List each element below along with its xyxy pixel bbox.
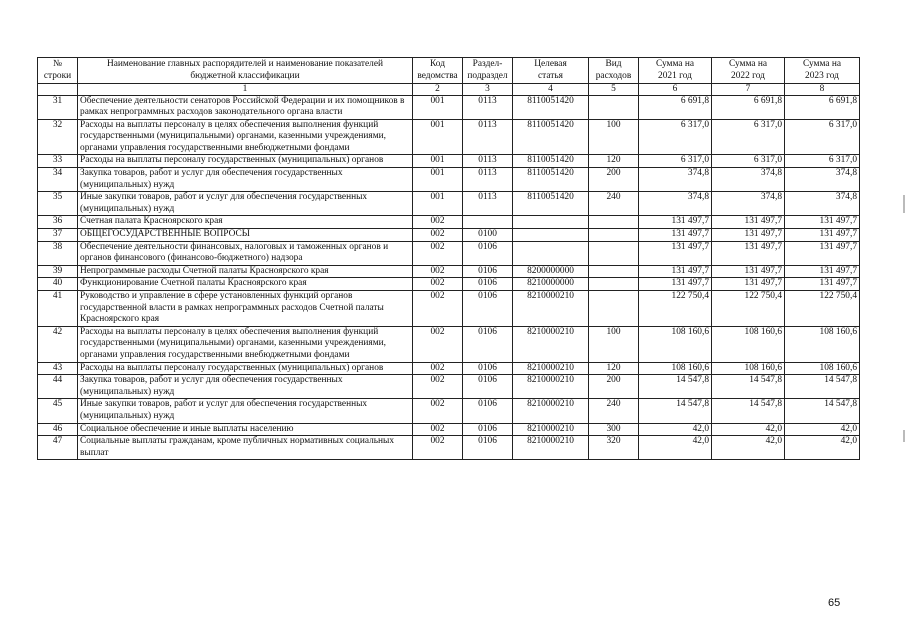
table-row: [38, 399, 860, 423]
header-name: [78, 58, 413, 84]
target-article-cell: 8110051420: [513, 95, 589, 119]
row-number-cell: 36: [38, 216, 78, 229]
sum-2022-cell: 14 547,8: [712, 375, 785, 399]
dept-code-cell: 002: [413, 436, 463, 460]
row-number-cell: 45: [38, 399, 78, 423]
sum-2023-cell: 42,0: [785, 423, 860, 436]
expense-type-cell: 120: [589, 362, 639, 375]
name-cell: Обеспечение деятельности финансовых, налоговых и таможенных органов и органов финансового (финансово-бюджетного) надзора: [78, 241, 413, 265]
row-number-cell: 38: [38, 241, 78, 265]
name-cell: Расходы на выплаты персоналу в целях обеспечения выполнения функций государственными (муниципальными) органами, казенными учреждениями, органами управления государственными внебюджетными фондами: [78, 119, 413, 155]
sum-2023-cell: 122 750,4: [785, 291, 860, 327]
sum-2023-cell: 42,0: [785, 436, 860, 460]
expense-type-cell: 240: [589, 192, 639, 216]
sum-2022-cell: 122 750,4: [712, 291, 785, 327]
section-cell: 0106: [463, 291, 513, 327]
sum-2021-cell: 42,0: [639, 423, 712, 436]
dept-code-cell: 001: [413, 95, 463, 119]
section-cell: 0106: [463, 399, 513, 423]
header-row-number: [38, 58, 78, 84]
name-cell: Расходы на выплаты персоналу государственных (муниципальных) органов: [78, 155, 413, 168]
sum-2022-cell: 131 497,7: [712, 229, 785, 242]
target-article-cell: 8210000210: [513, 291, 589, 327]
column-number-cell: 6: [639, 84, 712, 96]
dept-code-cell: 002: [413, 291, 463, 327]
header-expense-type: [589, 58, 639, 84]
expense-type-cell: 120: [589, 155, 639, 168]
sum-2023-cell: 131 497,7: [785, 229, 860, 242]
header-text-line: Наименование главных распорядителей и наименование показателей: [106, 59, 384, 69]
sum-2022-cell: 131 497,7: [712, 241, 785, 265]
dept-code-cell: 002: [413, 241, 463, 265]
table-row: [38, 375, 860, 399]
target-article-cell: 8210000210: [513, 326, 589, 362]
table-row: [38, 168, 860, 192]
table-row: [38, 241, 860, 265]
expense-type-cell: 300: [589, 423, 639, 436]
target-article-cell: 8110051420: [513, 119, 589, 155]
column-number-row: [38, 84, 860, 96]
row-number-cell: 34: [38, 168, 78, 192]
expense-type-cell: 240: [589, 399, 639, 423]
header-text-line: бюджетной классификации: [190, 70, 300, 81]
column-number-cell: 2: [413, 84, 463, 96]
target-article-cell: 8210000210: [513, 436, 589, 460]
table-row: [38, 229, 860, 242]
table-row: [38, 326, 860, 362]
row-number-cell: 44: [38, 375, 78, 399]
expense-type-cell: [589, 229, 639, 242]
header-row: [38, 58, 860, 84]
dept-code-cell: 002: [413, 229, 463, 242]
sum-2021-cell: 6 317,0: [639, 119, 712, 155]
row-number-cell: 40: [38, 278, 78, 291]
header-sum-2022: [712, 58, 785, 84]
sum-2022-cell: 42,0: [712, 436, 785, 460]
column-number-cell: 1: [78, 84, 413, 96]
sum-2023-cell: 108 160,6: [785, 326, 860, 362]
section-cell: 0113: [463, 119, 513, 155]
sum-2021-cell: 374,8: [639, 168, 712, 192]
target-article-cell: 8110051420: [513, 168, 589, 192]
expense-type-cell: 200: [589, 375, 639, 399]
table-row: [38, 436, 860, 460]
name-cell: Закупка товаров, работ и услуг для обеспечения государственных (муниципальных) нужд: [78, 168, 413, 192]
name-cell: Закупка товаров, работ и услуг для обеспечения государственных (муниципальных) нужд: [78, 375, 413, 399]
sum-2021-cell: 108 160,6: [639, 326, 712, 362]
table-row: [38, 278, 860, 291]
header-sum-2021: [639, 58, 712, 84]
name-cell: Расходы на выплаты персоналу в целях обеспечения выполнения функций государственными (муниципальными) органами, казенными учреждениями, органами управления государственными внебюджетными фондами: [78, 326, 413, 362]
header-text-line: 2023 год: [805, 70, 839, 81]
row-number-cell: 32: [38, 119, 78, 155]
row-number-cell: 41: [38, 291, 78, 327]
header-dept-code: [413, 58, 463, 84]
table-row: [38, 216, 860, 229]
sum-2022-cell: 108 160,6: [712, 326, 785, 362]
sum-2021-cell: 42,0: [639, 436, 712, 460]
row-number-cell: 43: [38, 362, 78, 375]
sum-2021-cell: 131 497,7: [639, 229, 712, 242]
sum-2021-cell: 14 547,8: [639, 375, 712, 399]
row-number-cell: 47: [38, 436, 78, 460]
sum-2022-cell: 42,0: [712, 423, 785, 436]
table-row: [38, 423, 860, 436]
header-text-line: №: [53, 59, 62, 69]
dept-code-cell: 002: [413, 362, 463, 375]
dept-code-cell: 002: [413, 278, 463, 291]
row-number-cell: 39: [38, 265, 78, 278]
header-text-line: ведомства: [417, 70, 458, 81]
section-cell: 0106: [463, 241, 513, 265]
expense-type-cell: [589, 216, 639, 229]
header-text-line: Сумма на: [728, 59, 768, 69]
header-text-line: Сумма на: [802, 59, 842, 69]
expense-type-cell: 320: [589, 436, 639, 460]
page-number: 65: [828, 597, 841, 609]
target-article-cell: 8110051420: [513, 192, 589, 216]
sum-2021-cell: 374,8: [639, 192, 712, 216]
budget-table: [37, 57, 860, 460]
header-sum-2023: [785, 58, 860, 84]
sum-2021-cell: 131 497,7: [639, 265, 712, 278]
dept-code-cell: 002: [413, 326, 463, 362]
sum-2023-cell: 131 497,7: [785, 241, 860, 265]
sum-2022-cell: 374,8: [712, 168, 785, 192]
name-cell: ОБЩЕГОСУДАРСТВЕННЫЕ ВОПРОСЫ: [78, 229, 413, 242]
expense-type-cell: 100: [589, 326, 639, 362]
header-text-line: строки: [43, 70, 72, 81]
column-number-cell: 7: [712, 84, 785, 96]
expense-type-cell: 200: [589, 168, 639, 192]
sum-2021-cell: 108 160,6: [639, 362, 712, 375]
name-cell: Иные закупки товаров, работ и услуг для обеспечения государственных (муниципальных) нужд: [78, 399, 413, 423]
column-number-cell: 4: [513, 84, 589, 96]
section-cell: 0113: [463, 168, 513, 192]
header-text-line: Код: [430, 59, 445, 69]
sum-2021-cell: 14 547,8: [639, 399, 712, 423]
sum-2022-cell: 6 691,8: [712, 95, 785, 119]
section-cell: 0113: [463, 192, 513, 216]
sum-2023-cell: 131 497,7: [785, 265, 860, 278]
expense-type-cell: [589, 265, 639, 278]
sum-2023-cell: 108 160,6: [785, 362, 860, 375]
sum-2021-cell: 6 317,0: [639, 155, 712, 168]
target-article-cell: 8210000210: [513, 362, 589, 375]
section-cell: 0106: [463, 362, 513, 375]
table-row: [38, 265, 860, 278]
sum-2022-cell: 131 497,7: [712, 278, 785, 291]
name-cell: Счетная палата Красноярского края: [78, 216, 413, 229]
row-number-cell: 46: [38, 423, 78, 436]
header-text-line: Сумма на: [655, 59, 695, 69]
sum-2023-cell: 14 547,8: [785, 375, 860, 399]
expense-type-cell: [589, 241, 639, 265]
column-number-cell: 3: [463, 84, 513, 96]
section-cell: 0106: [463, 326, 513, 362]
row-number-cell: 31: [38, 95, 78, 119]
header-text-line: Вид: [605, 59, 622, 69]
name-cell: Социальное обеспечение и иные выплаты населению: [78, 423, 413, 436]
table-body: [38, 95, 860, 460]
dept-code-cell: 002: [413, 399, 463, 423]
table-header: [38, 58, 860, 96]
name-cell: Функционирование Счетной палаты Красноярского края: [78, 278, 413, 291]
sum-2021-cell: 131 497,7: [639, 278, 712, 291]
section-cell: 0106: [463, 278, 513, 291]
sum-2023-cell: 6 691,8: [785, 95, 860, 119]
name-cell: Социальные выплаты гражданам, кроме публичных нормативных социальных выплат: [78, 436, 413, 460]
sum-2023-cell: 374,8: [785, 192, 860, 216]
expense-type-cell: [589, 95, 639, 119]
table-row: [38, 362, 860, 375]
column-number-cell: [38, 84, 78, 96]
header-text-line: Раздел-: [472, 59, 503, 69]
section-cell: 0106: [463, 423, 513, 436]
sum-2023-cell: 131 497,7: [785, 216, 860, 229]
sum-2023-cell: 131 497,7: [785, 278, 860, 291]
sum-2021-cell: 131 497,7: [639, 216, 712, 229]
name-cell: Непрограммные расходы Счетной палаты Красноярского края: [78, 265, 413, 278]
header-text-line: 2022 год: [731, 70, 765, 81]
header-section: [463, 58, 513, 84]
table-row: [38, 119, 860, 155]
sum-2021-cell: 131 497,7: [639, 241, 712, 265]
section-cell: 0106: [463, 436, 513, 460]
section-cell: 0113: [463, 95, 513, 119]
target-article-cell: 8210000000: [513, 278, 589, 291]
dept-code-cell: 001: [413, 168, 463, 192]
header-target-article: [513, 58, 589, 84]
sum-2023-cell: 6 317,0: [785, 119, 860, 155]
name-cell: Руководство и управление в сфере установленных функций органов государственной власти в рамках непрограммных расходов Счетной палаты Красноярского края: [78, 291, 413, 327]
header-text-line: 2021 год: [658, 70, 692, 81]
dept-code-cell: 001: [413, 155, 463, 168]
name-cell: Иные закупки товаров, работ и услуг для обеспечения государственных (муниципальных) нужд: [78, 192, 413, 216]
header-text-line: статья: [538, 70, 563, 81]
expense-type-cell: [589, 278, 639, 291]
sum-2022-cell: 14 547,8: [712, 399, 785, 423]
target-article-cell: 8210000210: [513, 423, 589, 436]
expense-type-cell: 100: [589, 119, 639, 155]
dept-code-cell: 001: [413, 119, 463, 155]
sum-2023-cell: 374,8: [785, 168, 860, 192]
header-text-line: расходов: [595, 70, 632, 81]
name-cell: Расходы на выплаты персоналу государственных (муниципальных) органов: [78, 362, 413, 375]
table-row: [38, 155, 860, 168]
expense-type-cell: [589, 291, 639, 327]
dept-code-cell: 001: [413, 192, 463, 216]
row-number-cell: 33: [38, 155, 78, 168]
row-number-cell: 35: [38, 192, 78, 216]
target-article-cell: [513, 241, 589, 265]
target-article-cell: [513, 216, 589, 229]
name-cell: Обеспечение деятельности сенаторов Российской Федерации и их помощников в рамках непрограммных расходов законодательного органа власти: [78, 95, 413, 119]
sum-2021-cell: 122 750,4: [639, 291, 712, 327]
target-article-cell: [513, 229, 589, 242]
column-number-cell: 8: [785, 84, 860, 96]
dept-code-cell: 002: [413, 265, 463, 278]
target-article-cell: 8200000000: [513, 265, 589, 278]
column-number-cell: 5: [589, 84, 639, 96]
sum-2022-cell: 131 497,7: [712, 265, 785, 278]
table-row: [38, 95, 860, 119]
sum-2022-cell: 108 160,6: [712, 362, 785, 375]
target-article-cell: 8110051420: [513, 155, 589, 168]
dept-code-cell: 002: [413, 375, 463, 399]
header-text-line: подраздел: [467, 70, 508, 81]
sum-2023-cell: 6 317,0: [785, 155, 860, 168]
header-text-line: Целевая: [534, 59, 567, 69]
table-row: [38, 192, 860, 216]
sum-2022-cell: 6 317,0: [712, 119, 785, 155]
target-article-cell: 8210000210: [513, 375, 589, 399]
sum-2022-cell: 6 317,0: [712, 155, 785, 168]
sum-2021-cell: 6 691,8: [639, 95, 712, 119]
row-number-cell: 42: [38, 326, 78, 362]
sum-2022-cell: 131 497,7: [712, 216, 785, 229]
sum-2023-cell: 14 547,8: [785, 399, 860, 423]
section-cell: 0113: [463, 155, 513, 168]
sum-2022-cell: 374,8: [712, 192, 785, 216]
dept-code-cell: 002: [413, 423, 463, 436]
section-cell: 0106: [463, 265, 513, 278]
section-cell: 0106: [463, 375, 513, 399]
dept-code-cell: 002: [413, 216, 463, 229]
table-row: [38, 291, 860, 327]
target-article-cell: 8210000210: [513, 399, 589, 423]
section-cell: [463, 216, 513, 229]
section-cell: 0100: [463, 229, 513, 242]
row-number-cell: 37: [38, 229, 78, 242]
